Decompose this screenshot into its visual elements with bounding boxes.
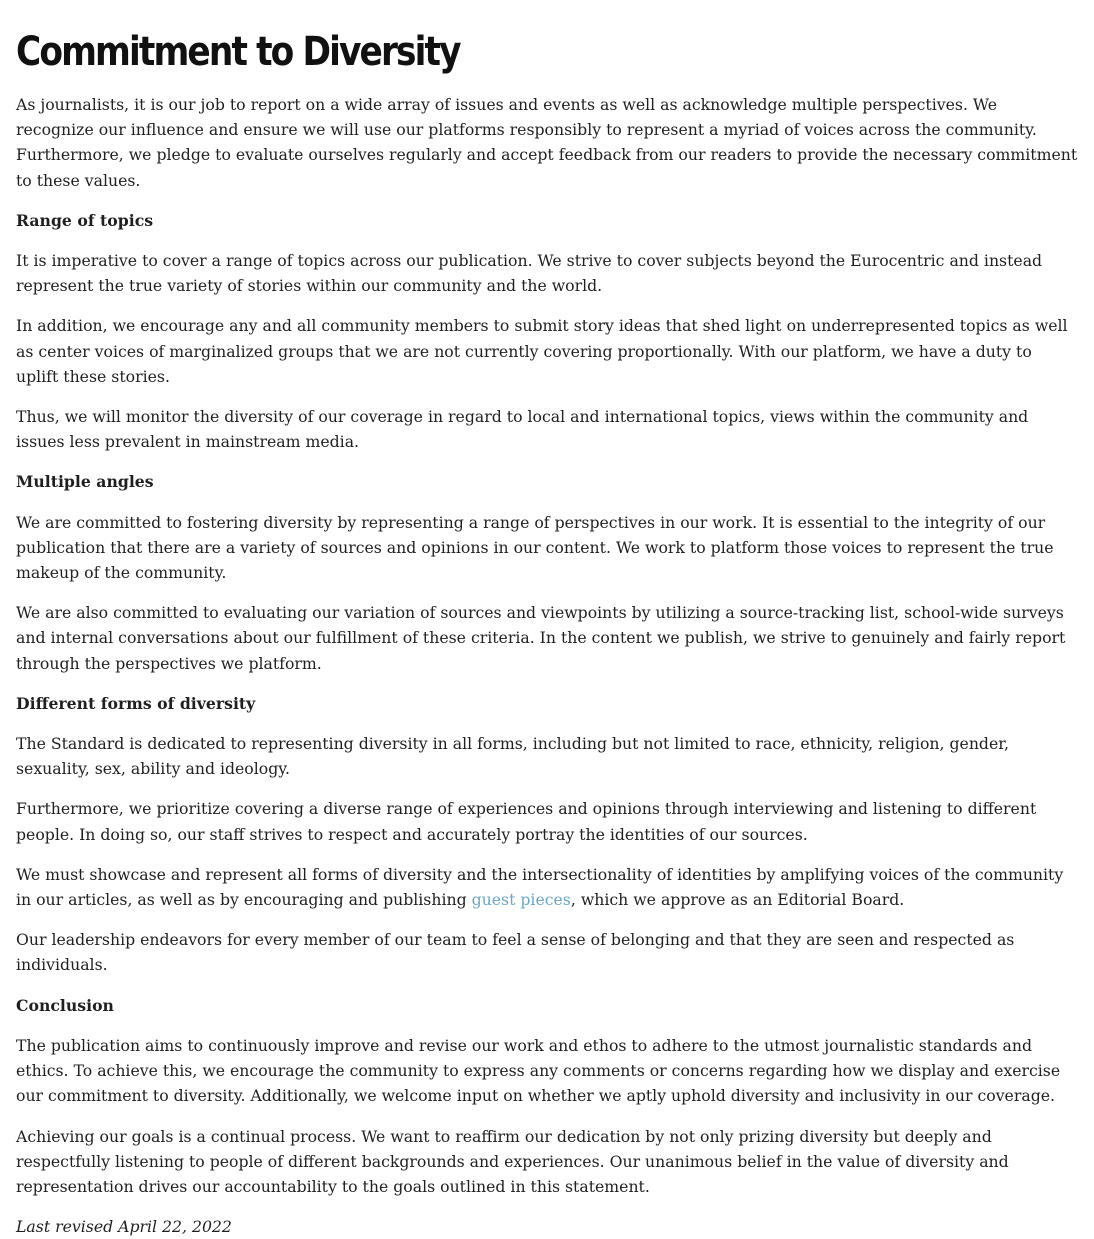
paragraph: We are committed to fostering diversity by representing a range of perspectives in our work. It is essential to the integrity of our publication that there are a variety of sources and opinions in our content. We work to platform those voices to represent the true makeup of the community. — [16, 512, 1054, 583]
paragraph: In addition, we encourage any and all community members to submit story ideas that shed light on underrepresented topics as well as center voices of marginalized groups that we are not currently covering proportionally. With our platform, we have a duty to uplift these stories. — [16, 316, 1068, 386]
intro-paragraph: As journalists, it is our job to report on a wide array of issues and events as well as acknowledge multiple perspectives. We recognize our influence and ensure we will use our platforms responsibly to represent a myriad of voices across the community. Furthermore, we pledge to evaluate ourselves regularly and accept feedback from our readers to provide the necessary commitment to these values. — [16, 95, 1078, 190]
page-title: Commitment to Diversity — [16, 29, 460, 75]
paragraph: Thus, we will monitor the diversity of our coverage in regard to local and international topics, views within the community and issues less prevalent in mainstream media. — [16, 407, 1029, 452]
last-revised-date: Last revised April 22, 2022 — [16, 1217, 232, 1237]
section-heading-range-of-topics: Range of topics — [16, 210, 154, 230]
paragraph-text-before-link: We must showcase and represent all forms of diversity and the intersectionality of identities by amplifying voices of the community in our articles, as well as by encouraging and publishing — [16, 864, 1064, 910]
paragraph-with-link — [16, 862, 1078, 912]
paragraph: We are also committed to evaluating our variation of sources and viewpoints by utilizing a source-tracking list, school-wide surveys and internal conversations about our fulfillment of these criteria. In the content we publish, we strive to genuinely and fairly report through the perspectives we platform. — [16, 603, 1066, 673]
paragraph: Furthermore, we prioritize covering a diverse range of experiences and opinions through interviewing and listening to different people. In doing so, our staff strives to respect and accurately portray the identities of our sources. — [16, 799, 1037, 844]
section-heading-different-forms-of-diversity: Different forms of diversity — [16, 693, 256, 713]
section-heading-conclusion: Conclusion — [16, 995, 114, 1015]
paragraph: The Standard is dedicated to representing diversity in all forms, including but not limited to race, ethnicity, religion, gender, sexuality, sex, ability and ideology. — [16, 734, 1010, 779]
section-heading-multiple-angles: Multiple angles — [16, 472, 154, 492]
guest-pieces-link[interactable]: guest pieces — [471, 890, 571, 910]
paragraph-text-after-link: , which we approve as an Editorial Board. — [570, 890, 905, 910]
article-body — [16, 92, 1078, 1239]
paragraph: Our leadership endeavors for every member of our team to feel a sense of belonging and that they are seen and respected as individuals. — [16, 930, 1015, 975]
paragraph: It is imperative to cover a range of topics across our publication. We strive to cover subjects beyond the Eurocentric and instead represent the true variety of stories within our community and the world. — [16, 251, 1043, 296]
paragraph: Achieving our goals is a continual process. We want to reaffirm our dedication by not only prizing diversity but deeply and respectfully listening to people of different backgrounds and experiences. Our unanimous belief in the value of diversity and representation drives our accountability to the goals outlined in this statement. — [16, 1126, 1009, 1196]
paragraph: The publication aims to continuously improve and revise our work and ethos to adhere to the utmost journalistic standards and ethics. To achieve this, we encourage the community to express any comments or concerns regarding how we display and exercise our commitment to diversity. Additionally, we welcome input on whether we aptly uphold diversity and inclusivity in our coverage. — [16, 1035, 1061, 1106]
